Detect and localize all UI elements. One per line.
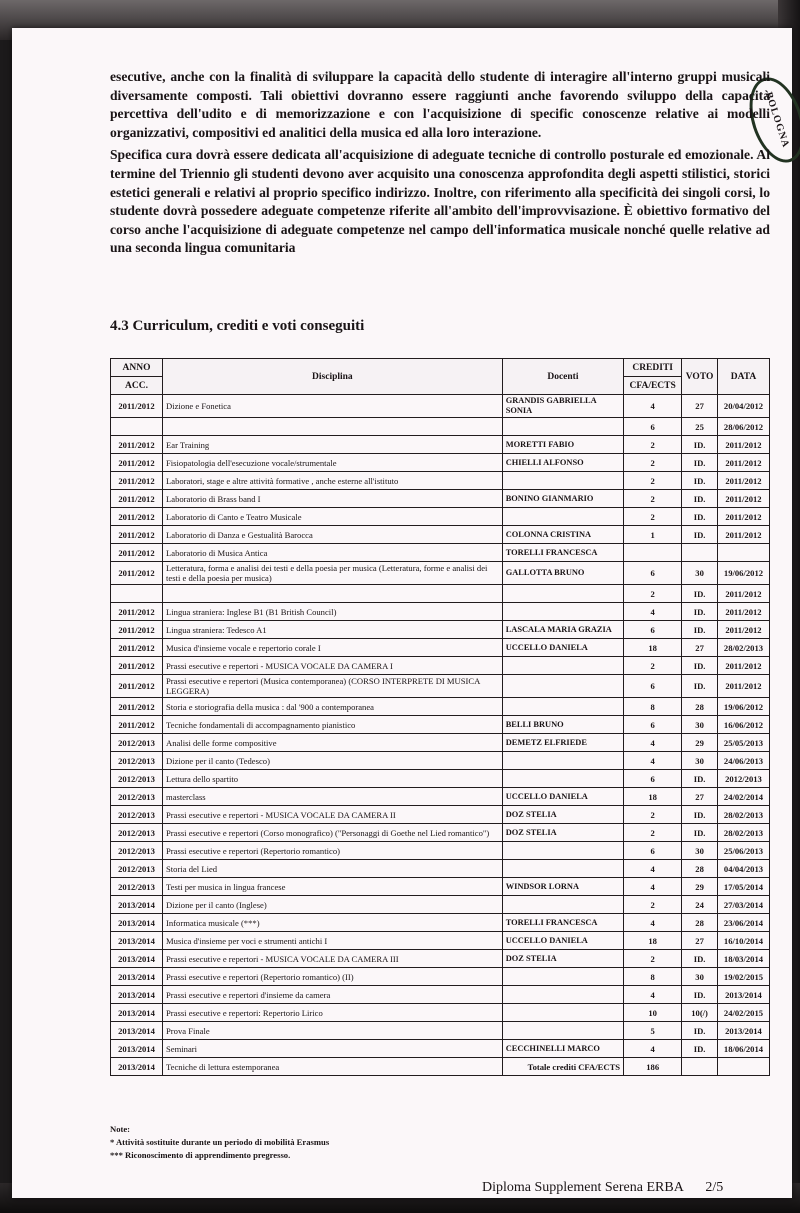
cell-voto: ID. xyxy=(682,508,718,526)
cell-docente xyxy=(502,675,623,698)
cell-crediti: 1 xyxy=(624,526,682,544)
cell-docente: BELLI BRUNO xyxy=(502,716,623,734)
note-erasmus: * Attività sostituite durante un periodo di mobilità Erasmus xyxy=(110,1137,330,1147)
cell-anno: 2013/2014 xyxy=(111,1022,163,1040)
intro-paragraph-1: esecutive, anche con la finalità di sviluppare la capacità dello studente di interagire all'interno gruppi musicali diversamente composti. Tali obiettivi dovranno essere raggiunti anche favorendo sviluppo della capacità percettiva dell'udito e di memorizzazione e con l'acquisizione di specific conoscenze relative ai modelli organizzativi, compositivi ed analitici della musica ed alla loro interazione. xyxy=(110,69,770,140)
cell-anno: 2012/2013 xyxy=(111,770,163,788)
cell-voto: 27 xyxy=(682,395,718,418)
cell-voto: ID. xyxy=(682,603,718,621)
table-row xyxy=(111,968,770,986)
cell-anno: 2012/2013 xyxy=(111,860,163,878)
cell-data: 28/06/2012 xyxy=(717,418,769,436)
cell-disciplina: Storia e storiografia della musica : dal '900 a contemporanea xyxy=(163,698,503,716)
cell-anno: 2012/2013 xyxy=(111,878,163,896)
cell-voto: 29 xyxy=(682,734,718,752)
cell-docente: UCCELLO DANIELA xyxy=(502,932,623,950)
cell-docente: CHIELLI ALFONSO xyxy=(502,454,623,472)
cell-voto: ID. xyxy=(682,806,718,824)
cell-disciplina: Prassi esecutive e repertori - MUSICA VOCALE DA CAMERA I xyxy=(163,657,503,675)
cell-data: 19/06/2012 xyxy=(717,698,769,716)
cell-disciplina: Lettura dello spartito xyxy=(163,770,503,788)
table-row xyxy=(111,1058,770,1076)
cell-voto: 25 xyxy=(682,418,718,436)
cell-crediti: 18 xyxy=(624,932,682,950)
cell-docente xyxy=(502,585,623,603)
cell-anno: 2011/2012 xyxy=(111,544,163,562)
total-credits-label: Totale crediti CFA/ECTS xyxy=(502,1058,623,1076)
cell-disciplina: Laboratorio di Musica Antica xyxy=(163,544,503,562)
cell-crediti: 6 xyxy=(624,716,682,734)
cell-voto: 27 xyxy=(682,639,718,657)
cell-crediti: 8 xyxy=(624,968,682,986)
cell-disciplina: Prassi esecutive e repertori - MUSICA VOCALE DA CAMERA II xyxy=(163,806,503,824)
cell-crediti: 4 xyxy=(624,734,682,752)
cell-data: 24/02/2015 xyxy=(717,1004,769,1022)
section-title: 4.3 Curriculum, crediti e voti conseguiti xyxy=(110,318,365,334)
table-row xyxy=(111,752,770,770)
cell-crediti: 4 xyxy=(624,986,682,1004)
cell-disciplina xyxy=(163,418,503,436)
table-row xyxy=(111,526,770,544)
header-docenti: Docenti xyxy=(502,359,623,395)
cell-docente xyxy=(502,418,623,436)
table-row xyxy=(111,716,770,734)
cell-voto: ID. xyxy=(682,621,718,639)
cell-disciplina: Prassi esecutive e repertori (Musica contemporanea) (CORSO INTERPRETE DI MUSICA LEGGERA) xyxy=(163,675,503,698)
cell-voto: ID. xyxy=(682,1022,718,1040)
cell-data: 2011/2012 xyxy=(717,436,769,454)
cell-voto: 30 xyxy=(682,716,718,734)
cell-crediti: 6 xyxy=(624,418,682,436)
cell-data: 2011/2012 xyxy=(717,657,769,675)
cell-data xyxy=(717,1058,769,1076)
table-row xyxy=(111,734,770,752)
cell-anno: 2011/2012 xyxy=(111,698,163,716)
cell-data: 24/02/2014 xyxy=(717,788,769,806)
cell-disciplina: Seminari xyxy=(163,1040,503,1058)
cell-crediti: 4 xyxy=(624,914,682,932)
table-row xyxy=(111,562,770,585)
table-row xyxy=(111,896,770,914)
cell-voto: ID. xyxy=(682,585,718,603)
cell-data: 27/03/2014 xyxy=(717,896,769,914)
cell-crediti: 2 xyxy=(624,508,682,526)
cell-data: 24/06/2013 xyxy=(717,752,769,770)
cell-anno: 2011/2012 xyxy=(111,508,163,526)
cell-crediti: 4 xyxy=(624,752,682,770)
table-row xyxy=(111,770,770,788)
cell-disciplina: Prova Finale xyxy=(163,1022,503,1040)
document-page xyxy=(12,28,792,1198)
cell-crediti: 18 xyxy=(624,639,682,657)
cell-disciplina: Informatica musicale (***) xyxy=(163,914,503,932)
cell-anno: 2013/2014 xyxy=(111,968,163,986)
header-voto: VOTO xyxy=(682,359,718,395)
table-row xyxy=(111,603,770,621)
cell-docente xyxy=(502,842,623,860)
cell-docente: LASCALA MARIA GRAZIA xyxy=(502,621,623,639)
cell-anno: 2011/2012 xyxy=(111,490,163,508)
cell-voto: 29 xyxy=(682,878,718,896)
header-anno: ANNO xyxy=(111,359,163,377)
cell-anno: 2013/2014 xyxy=(111,1058,163,1076)
cell-docente: BONINO GIANMARIO xyxy=(502,490,623,508)
cell-crediti: 4 xyxy=(624,395,682,418)
table-row xyxy=(111,454,770,472)
cell-anno: 2013/2014 xyxy=(111,896,163,914)
cell-crediti: 18 xyxy=(624,788,682,806)
table-row xyxy=(111,842,770,860)
cell-disciplina: Prassi esecutive e repertori (Repertorio romantico) (II) xyxy=(163,968,503,986)
cell-voto: ID. xyxy=(682,950,718,968)
cell-crediti: 2 xyxy=(624,806,682,824)
cell-disciplina: Laboratorio di Canto e Teatro Musicale xyxy=(163,508,503,526)
table-row xyxy=(111,806,770,824)
cell-crediti: 6 xyxy=(624,621,682,639)
table-row xyxy=(111,639,770,657)
cell-voto: ID. xyxy=(682,770,718,788)
cell-disciplina: masterclass xyxy=(163,788,503,806)
cell-voto: ID. xyxy=(682,986,718,1004)
table-row xyxy=(111,508,770,526)
cell-docente: CECCHINELLI MARCO xyxy=(502,1040,623,1058)
table-row xyxy=(111,621,770,639)
cell-docente xyxy=(502,508,623,526)
cell-anno: 2013/2014 xyxy=(111,986,163,1004)
cell-data: 2011/2012 xyxy=(717,472,769,490)
cell-docente: COLONNA CRISTINA xyxy=(502,526,623,544)
cell-voto: ID. xyxy=(682,454,718,472)
footer-label: Diploma Supplement Serena ERBA xyxy=(482,1180,684,1195)
cell-voto xyxy=(682,1058,718,1076)
cell-docente xyxy=(502,472,623,490)
cell-disciplina: Fisiopatologia dell'esecuzione vocale/strumentale xyxy=(163,454,503,472)
cell-disciplina: Laboratorio di Danza e Gestualità Barocca xyxy=(163,526,503,544)
cell-anno xyxy=(111,585,163,603)
cell-data: 2012/2013 xyxy=(717,770,769,788)
cell-anno: 2013/2014 xyxy=(111,914,163,932)
cell-data: 25/06/2013 xyxy=(717,842,769,860)
cell-data: 16/06/2012 xyxy=(717,716,769,734)
cell-voto: ID. xyxy=(682,436,718,454)
cell-data: 2011/2012 xyxy=(717,585,769,603)
cell-docente: WINDSOR LORNA xyxy=(502,878,623,896)
cell-docente xyxy=(502,1004,623,1022)
cell-crediti: 2 xyxy=(624,824,682,842)
note-prior-learning: *** Riconoscimento di apprendimento pregresso. xyxy=(110,1150,291,1160)
table-row xyxy=(111,490,770,508)
cell-disciplina: Dizione per il canto (Inglese) xyxy=(163,896,503,914)
cell-crediti: 6 xyxy=(624,562,682,585)
cell-anno: 2012/2013 xyxy=(111,788,163,806)
cell-anno: 2012/2013 xyxy=(111,824,163,842)
cell-disciplina: Storia del Lied xyxy=(163,860,503,878)
cell-data: 2013/2014 xyxy=(717,1022,769,1040)
cell-crediti: 4 xyxy=(624,878,682,896)
cell-voto: 10(/) xyxy=(682,1004,718,1022)
cell-voto: ID. xyxy=(682,490,718,508)
cell-data: 2011/2012 xyxy=(717,454,769,472)
cell-docente xyxy=(502,603,623,621)
cell-docente: DEMETZ ELFRIEDE xyxy=(502,734,623,752)
cell-docente xyxy=(502,770,623,788)
table-row xyxy=(111,436,770,454)
cell-data: 28/02/2013 xyxy=(717,639,769,657)
cell-voto: 28 xyxy=(682,860,718,878)
table-row xyxy=(111,824,770,842)
intro-paragraph-2: Specifica cura dovrà essere dedicata all'acquisizione di adeguate tecniche di controllo posturale ed emozionale. Al termine del Triennio gli studenti devono aver acquisito una conoscenza approfondita degli aspetti stilistici, storici estetici generali e relativi al proprio specifico indirizzo. Inoltre, con riferimento alla specificità dei singoli corsi, lo studente dovrà possedere adeguate competenze riferite all'ambito dell'improvvisazione. È obiettivo formativo del corso anche l'acquisizione di adeguate competenze nel campo dell'informatica musicale nonché quelle relative ad una seconda lingua comunitaria xyxy=(110,147,770,256)
cell-anno: 2011/2012 xyxy=(111,621,163,639)
cell-voto: ID. xyxy=(682,824,718,842)
cell-anno: 2012/2013 xyxy=(111,806,163,824)
table-row xyxy=(111,914,770,932)
table-row xyxy=(111,1022,770,1040)
cell-anno: 2013/2014 xyxy=(111,1004,163,1022)
cell-anno: 2011/2012 xyxy=(111,639,163,657)
cell-docente: DOZ STELIA xyxy=(502,950,623,968)
cell-data: 2011/2012 xyxy=(717,526,769,544)
cell-anno: 2011/2012 xyxy=(111,603,163,621)
cell-disciplina: Prassi esecutive e repertori - MUSICA VOCALE DA CAMERA III xyxy=(163,950,503,968)
cell-disciplina: Analisi delle forme compositive xyxy=(163,734,503,752)
table-row xyxy=(111,657,770,675)
curriculum-table xyxy=(110,358,770,1076)
cell-crediti: 10 xyxy=(624,1004,682,1022)
cell-data: 18/06/2014 xyxy=(717,1040,769,1058)
cell-voto: 28 xyxy=(682,698,718,716)
cell-crediti: 8 xyxy=(624,698,682,716)
header-crediti: CREDITI xyxy=(624,359,682,377)
table-row xyxy=(111,418,770,436)
cell-disciplina: Tecniche di lettura estemporanea xyxy=(163,1058,503,1076)
table-row xyxy=(111,675,770,698)
cell-anno: 2013/2014 xyxy=(111,950,163,968)
cell-anno: 2011/2012 xyxy=(111,395,163,418)
cell-docente xyxy=(502,860,623,878)
cell-docente xyxy=(502,986,623,1004)
cell-anno: 2011/2012 xyxy=(111,657,163,675)
cell-voto: ID. xyxy=(682,657,718,675)
cell-disciplina: Lingua straniera: Tedesco A1 xyxy=(163,621,503,639)
cell-data xyxy=(717,544,769,562)
cell-disciplina: Laboratori, stage e altre attività formative , anche esterne all'istituto xyxy=(163,472,503,490)
cell-crediti: 5 xyxy=(624,1022,682,1040)
notes-title: Note: xyxy=(110,1124,131,1134)
page-footer xyxy=(482,1180,741,1196)
cell-docente: DOZ STELIA xyxy=(502,824,623,842)
cell-anno: 2013/2014 xyxy=(111,1040,163,1058)
cell-data: 2011/2012 xyxy=(717,675,769,698)
cell-crediti: 6 xyxy=(624,675,682,698)
cell-disciplina: Letteratura, forma e analisi dei testi e della poesia per musica (Letteratura, forme e analisi dei testi e della poesia per musica) xyxy=(163,562,503,585)
cell-disciplina xyxy=(163,585,503,603)
cell-data: 28/02/2013 xyxy=(717,824,769,842)
table-header-row xyxy=(111,359,770,377)
cell-docente xyxy=(502,1022,623,1040)
cell-crediti: 2 xyxy=(624,454,682,472)
cell-anno: 2011/2012 xyxy=(111,526,163,544)
table-row xyxy=(111,585,770,603)
cell-data: 2011/2012 xyxy=(717,490,769,508)
notes xyxy=(110,1123,329,1162)
cell-docente: UCCELLO DANIELA xyxy=(502,788,623,806)
cell-data: 2013/2014 xyxy=(717,986,769,1004)
cell-voto: 28 xyxy=(682,914,718,932)
cell-crediti xyxy=(624,544,682,562)
cell-crediti: 4 xyxy=(624,603,682,621)
total-credits-value: 186 xyxy=(624,1058,682,1076)
cell-disciplina: Musica d'insieme per voci e strumenti antichi I xyxy=(163,932,503,950)
header-cfa: CFA/ECTS xyxy=(624,377,682,395)
cell-anno: 2011/2012 xyxy=(111,716,163,734)
cell-data: 19/02/2015 xyxy=(717,968,769,986)
page-number: 2/5 xyxy=(705,1180,724,1195)
table-row xyxy=(111,932,770,950)
page-content xyxy=(110,68,770,1160)
cell-voto: ID. xyxy=(682,472,718,490)
cell-anno: 2012/2013 xyxy=(111,752,163,770)
cell-anno xyxy=(111,418,163,436)
cell-voto: ID. xyxy=(682,1040,718,1058)
cell-voto: 30 xyxy=(682,752,718,770)
cell-anno: 2012/2013 xyxy=(111,842,163,860)
cell-voto: 30 xyxy=(682,968,718,986)
table-row xyxy=(111,878,770,896)
cell-disciplina: Lingua straniera: Inglese B1 (B1 British Council) xyxy=(163,603,503,621)
cell-anno: 2013/2014 xyxy=(111,932,163,950)
cell-data: 18/03/2014 xyxy=(717,950,769,968)
cell-anno: 2011/2012 xyxy=(111,562,163,585)
cell-data: 04/04/2013 xyxy=(717,860,769,878)
cell-docente: GALLOTTA BRUNO xyxy=(502,562,623,585)
cell-voto: ID. xyxy=(682,526,718,544)
cell-voto: 30 xyxy=(682,842,718,860)
cell-voto xyxy=(682,544,718,562)
cell-data: 19/06/2012 xyxy=(717,562,769,585)
cell-disciplina: Laboratorio di Brass band I xyxy=(163,490,503,508)
cell-voto: 24 xyxy=(682,896,718,914)
cell-disciplina: Musica d'insieme vocale e repertorio corale I xyxy=(163,639,503,657)
cell-docente xyxy=(502,752,623,770)
cell-crediti: 4 xyxy=(624,1040,682,1058)
cell-crediti: 6 xyxy=(624,770,682,788)
cell-crediti: 6 xyxy=(624,842,682,860)
cell-data: 23/06/2014 xyxy=(717,914,769,932)
cell-docente xyxy=(502,968,623,986)
table-row xyxy=(111,860,770,878)
table-row xyxy=(111,698,770,716)
cell-disciplina: Dizione per il canto (Tedesco) xyxy=(163,752,503,770)
table-body xyxy=(111,395,770,1076)
cell-docente xyxy=(502,896,623,914)
cell-anno: 2011/2012 xyxy=(111,454,163,472)
table-row xyxy=(111,395,770,418)
cell-data: 2011/2012 xyxy=(717,508,769,526)
cell-anno: 2011/2012 xyxy=(111,472,163,490)
cell-docente: MORETTI FABIO xyxy=(502,436,623,454)
cell-data: 20/04/2012 xyxy=(717,395,769,418)
cell-disciplina: Prassi esecutive e repertori: Repertorio Lirico xyxy=(163,1004,503,1022)
table-row xyxy=(111,1004,770,1022)
table-row xyxy=(111,544,770,562)
table-row xyxy=(111,472,770,490)
table-row xyxy=(111,788,770,806)
cell-disciplina: Tecniche fondamentali di accompagnamento pianistico xyxy=(163,716,503,734)
cell-data: 2011/2012 xyxy=(717,621,769,639)
cell-crediti: 2 xyxy=(624,585,682,603)
table-row xyxy=(111,950,770,968)
table-row xyxy=(111,1040,770,1058)
cell-crediti: 2 xyxy=(624,950,682,968)
cell-docente: UCCELLO DANIELA xyxy=(502,639,623,657)
cell-disciplina: Prassi esecutive e repertori (Corso monografico) ("Personaggi di Goethe nel Lied romantico") xyxy=(163,824,503,842)
cell-disciplina: Testi per musica in lingua francese xyxy=(163,878,503,896)
cell-voto: ID. xyxy=(682,675,718,698)
cell-data: 28/02/2013 xyxy=(717,806,769,824)
header-data: DATA xyxy=(717,359,769,395)
cell-anno: 2012/2013 xyxy=(111,734,163,752)
cell-docente: GRANDIS GABRIELLA SONIA xyxy=(502,395,623,418)
cell-anno: 2011/2012 xyxy=(111,436,163,454)
cell-crediti: 2 xyxy=(624,472,682,490)
header-acc: ACC. xyxy=(111,377,163,395)
cell-data: 2011/2012 xyxy=(717,603,769,621)
official-stamp: BOLOGNA xyxy=(740,70,800,169)
cell-docente xyxy=(502,657,623,675)
cell-disciplina: Dizione e Fonetica xyxy=(163,395,503,418)
cell-docente: TORELLI FRANCESCA xyxy=(502,544,623,562)
cell-docente: TORELLI FRANCESCA xyxy=(502,914,623,932)
cell-anno: 2011/2012 xyxy=(111,675,163,698)
header-disciplina: Disciplina xyxy=(163,359,503,395)
cell-voto: 27 xyxy=(682,788,718,806)
cell-data: 17/05/2014 xyxy=(717,878,769,896)
table-row xyxy=(111,986,770,1004)
cell-voto: 27 xyxy=(682,932,718,950)
cell-data: 16/10/2014 xyxy=(717,932,769,950)
cell-data: 25/05/2013 xyxy=(717,734,769,752)
cell-disciplina: Prassi esecutive e repertori (Repertorio romantico) xyxy=(163,842,503,860)
cell-docente: DOZ STELIA xyxy=(502,806,623,824)
cell-crediti: 2 xyxy=(624,657,682,675)
cell-disciplina: Ear Training xyxy=(163,436,503,454)
cell-disciplina: Prassi esecutive e repertori d'insieme da camera xyxy=(163,986,503,1004)
cell-crediti: 2 xyxy=(624,436,682,454)
cell-crediti: 4 xyxy=(624,860,682,878)
cell-voto: 30 xyxy=(682,562,718,585)
cell-docente xyxy=(502,698,623,716)
cell-crediti: 2 xyxy=(624,896,682,914)
cell-crediti: 2 xyxy=(624,490,682,508)
